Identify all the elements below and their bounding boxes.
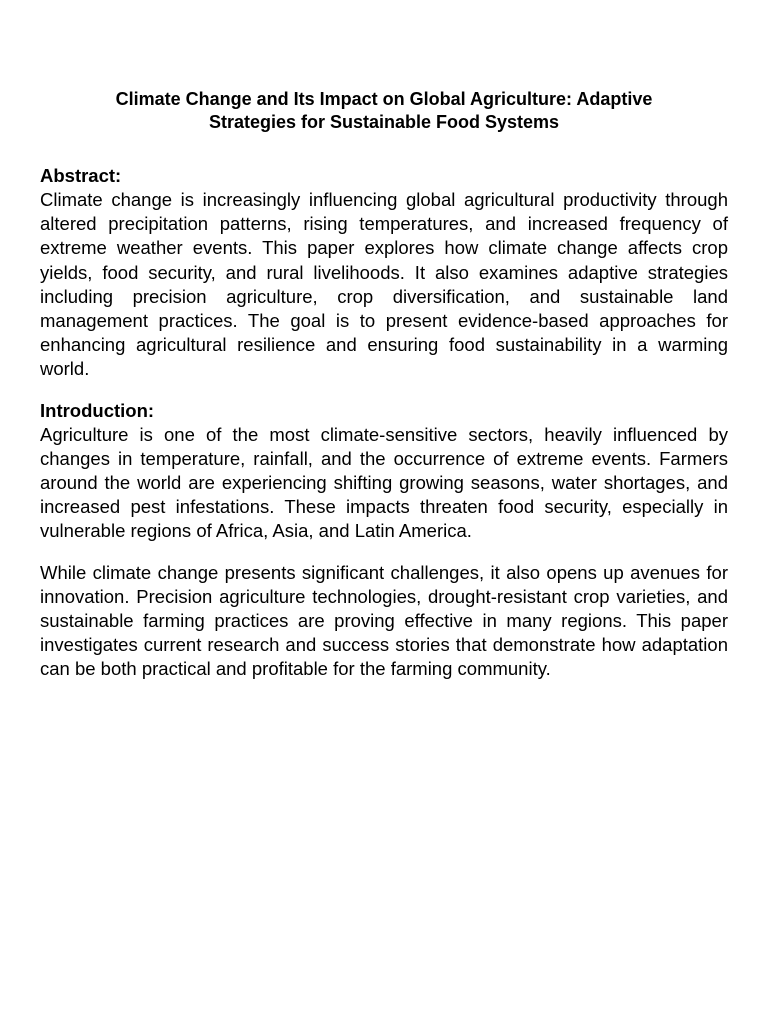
paper-title-line-2: Strategies for Sustainable Food Systems [208,112,560,132]
paper-title [40,88,728,134]
introduction-paragraph-2: While climate change presents significant challenges, it also opens up avenues for innovation. Precision agriculture technologies, drought-resistant crop varieties, and sustainable farming practices are proving effective in many regions. This paper investigates current research and success stories that demonstrate how adaptation can be both practical and profitable for the farming community. [40,561,728,680]
paper-title-line-1: Climate Change and Its Impact on Global Agriculture: Adaptive [115,89,653,109]
abstract-heading: Abstract: [40,165,122,186]
abstract-section [40,164,728,382]
introduction-section [40,399,728,682]
abstract-paragraph: Climate change is increasingly influencing global agricultural productivity through altered precipitation patterns, rising temperatures, and increased frequency of extreme weather events. This paper explores how climate change affects crop yields, food security, and rural livelihoods. It also examines adaptive strategies including precision agriculture, crop diversification, and sustainable land management practices. The goal is to present evidence-based approaches for enhancing agricultural resilience and ensuring food sustainability in a warming world. [40,189,728,380]
introduction-heading: Introduction: [40,399,155,421]
introduction-paragraph-1: Agriculture is one of the most climate-sensitive sectors, heavily influenced by changes in temperature, rainfall, and the occurrence of extreme events. Farmers around the world are experiencing shifting growing seasons, water shortages, and increased pest infestations. These impacts threaten food security, especially in vulnerable regions of Africa, Asia, and Latin America. [40,423,728,542]
